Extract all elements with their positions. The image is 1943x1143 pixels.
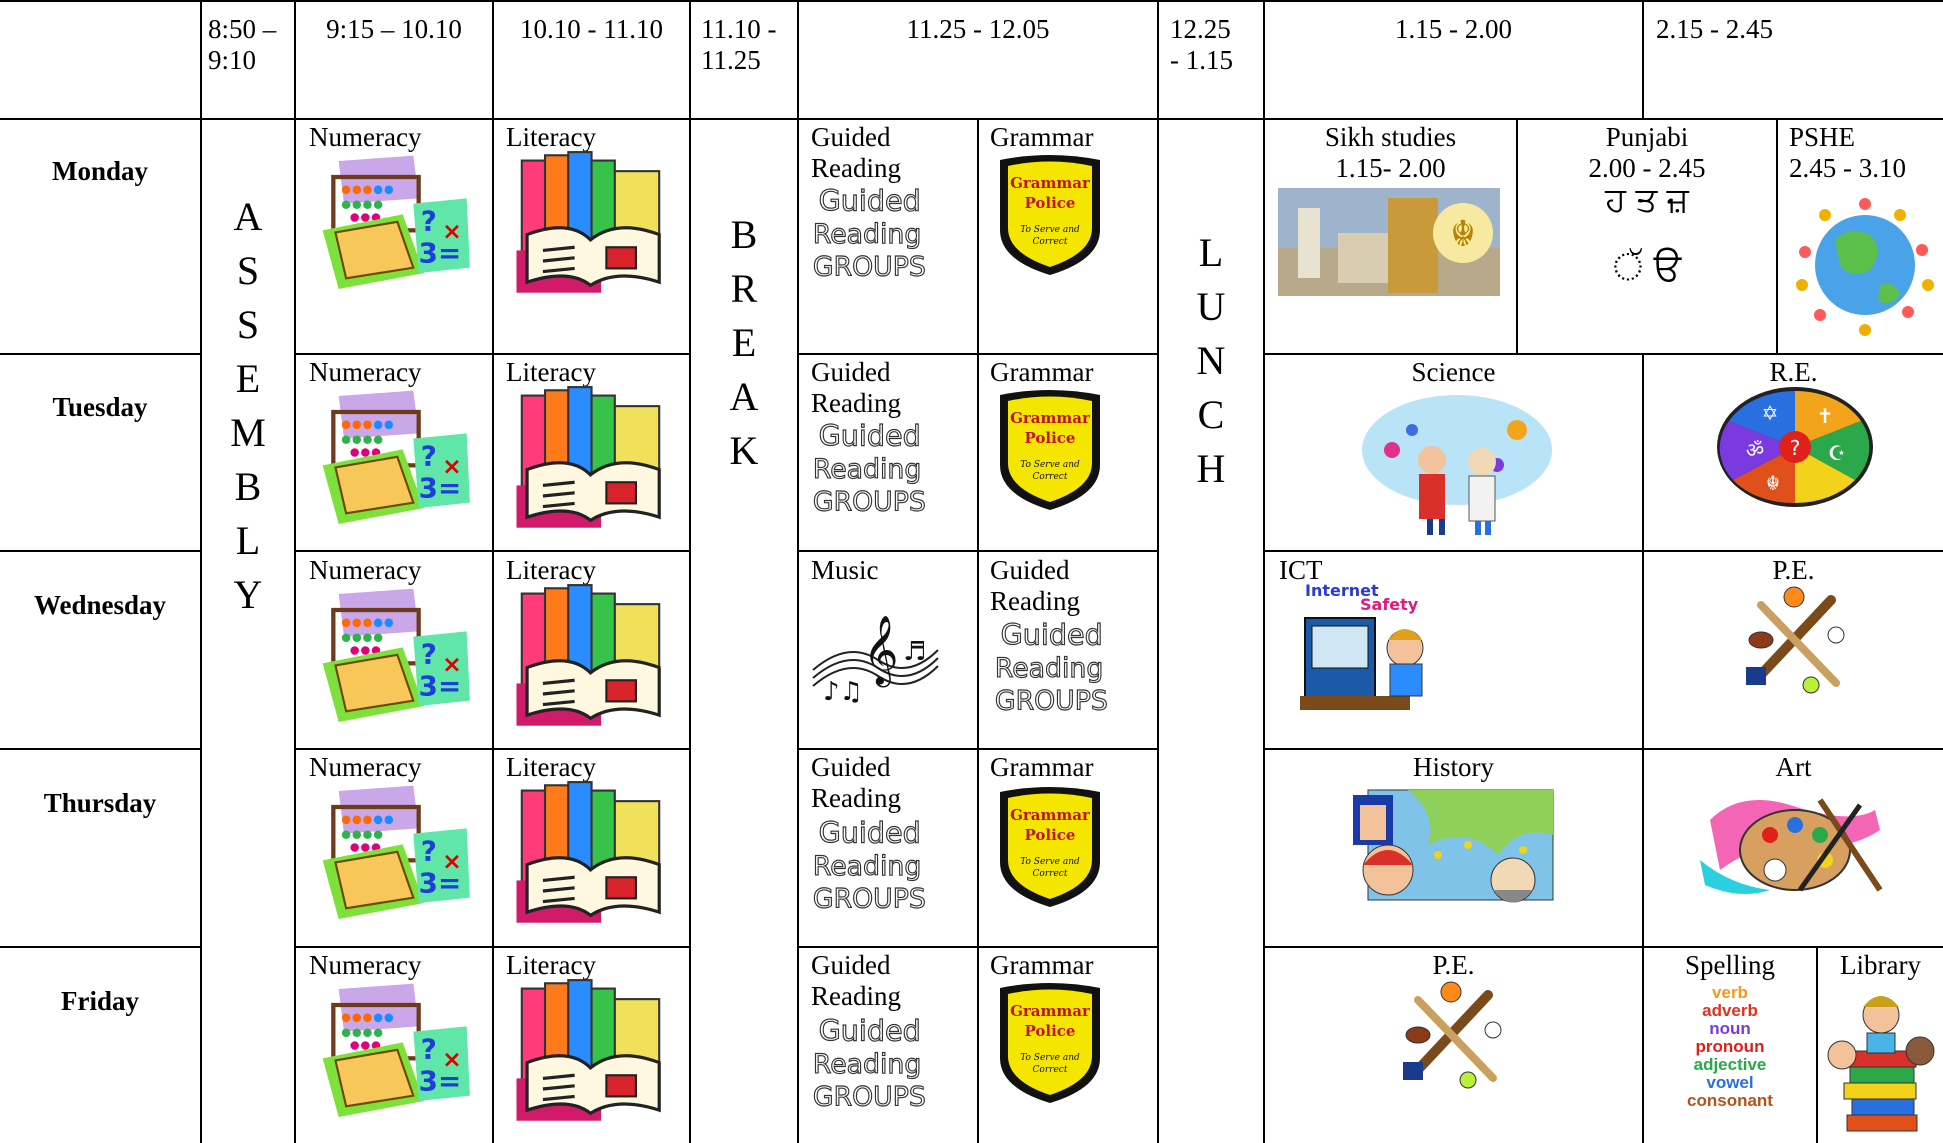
sikh-studies-label: Sikh studies 1.15- 2.00 (1324, 122, 1457, 183)
guided-reading-label: Guided Reading (811, 357, 901, 418)
guided-reading-icon (808, 812, 938, 917)
svg-text:♬: ♬ (903, 637, 927, 667)
art-label: Art (1775, 752, 1812, 782)
science-label: Science (1411, 357, 1496, 387)
pe-sports-icon (1393, 980, 1513, 1090)
books-icon (508, 583, 673, 731)
numeracy-icon (312, 155, 472, 295)
numeracy-icon (312, 785, 472, 925)
spelling-words-list (1644, 984, 1816, 1110)
literacy-label: Literacy (506, 555, 596, 585)
globe-children-icon (1790, 190, 1940, 340)
header-period-1: 9:15 – 10.10 (326, 14, 462, 44)
art-palette-icon (1700, 790, 1890, 900)
svg-text:✡: ✡ (1761, 401, 1779, 425)
spelling-word: adverb (1702, 1001, 1758, 1020)
numeracy-label: Numeracy (309, 752, 422, 782)
guided-reading-label: Guided Reading (990, 555, 1080, 616)
gurmukhi-letters-top: ਹ ਤ ਜ਼ (1605, 181, 1689, 219)
spelling-word: verb (1712, 983, 1748, 1002)
guided-reading-icon (808, 415, 938, 520)
day-thursday: Thursday (43, 788, 157, 818)
literacy-label: Literacy (506, 122, 596, 152)
svg-text:Internet: Internet (1305, 581, 1379, 600)
literacy-label: Literacy (506, 357, 596, 387)
ict-label: ICT (1279, 555, 1323, 585)
header-period-4: 1.15 - 2.00 (1395, 14, 1512, 44)
header-lunch-time: 12.25 - 1.15 (1170, 14, 1233, 75)
assembly-vertical: A S S E M B L Y (230, 194, 266, 617)
grammar-police-badge-icon (990, 150, 1110, 280)
books-icon (508, 978, 673, 1126)
guided-reading-label: Guided Reading (811, 122, 901, 183)
numeracy-icon (312, 390, 472, 530)
numeracy-label: Numeracy (309, 122, 422, 152)
header-assembly-time: 8:50 – 9:10 (208, 14, 277, 75)
svg-text:Safety: Safety (1360, 595, 1419, 614)
grammar-label: Grammar (990, 950, 1094, 980)
grammar-label: Grammar (990, 357, 1094, 387)
day-monday: Monday (51, 156, 149, 186)
books-icon (508, 150, 673, 298)
books-icon (508, 385, 673, 533)
sikh-temple-photo-icon (1278, 188, 1500, 296)
numeracy-label: Numeracy (309, 555, 422, 585)
history-icon (1348, 785, 1558, 910)
books-icon (508, 780, 673, 928)
internet-safety-icon (1300, 578, 1450, 713)
science-icon (1357, 390, 1557, 540)
spelling-word: vowel (1706, 1073, 1754, 1092)
history-label: History (1413, 752, 1494, 782)
music-notes-icon (808, 600, 943, 710)
religious-symbols-icon (1715, 385, 1875, 510)
guided-reading-label: Guided Reading (811, 752, 901, 813)
svg-text:☬: ☬ (1765, 471, 1781, 495)
pe-label: P.E. (1772, 555, 1815, 585)
spelling-word: adjective (1693, 1055, 1767, 1074)
numeracy-icon (312, 983, 472, 1123)
grammar-police-badge-icon (990, 385, 1110, 515)
guided-reading-label: Guided Reading (811, 950, 901, 1011)
header-period-3: 11.25 - 12.05 (906, 14, 1050, 44)
svg-text:✝: ✝ (1816, 404, 1834, 428)
grammar-label: Grammar (990, 752, 1094, 782)
pe-label: P.E. (1432, 950, 1475, 980)
punjabi-label: Punjabi 2.00 - 2.45 (1588, 122, 1706, 183)
grammar-label: Grammar (990, 122, 1094, 152)
svg-text:☪: ☪ (1828, 441, 1846, 465)
guided-reading-icon (808, 1010, 938, 1115)
lunch-vertical: L U N C H (1196, 230, 1226, 491)
header-period-5: 2.15 - 2.45 (1656, 14, 1773, 44)
svg-text:♪♫: ♪♫ (823, 677, 863, 707)
library-label: Library (1840, 950, 1921, 980)
day-tuesday: Tuesday (52, 392, 148, 422)
day-wednesday: Wednesday (33, 590, 167, 620)
literacy-label: Literacy (506, 752, 596, 782)
gurmukhi-letters-bottom: ੱ ੳ (1612, 247, 1682, 289)
grammar-police-badge-icon (990, 782, 1110, 912)
header-period-2: 10.10 - 11.10 (520, 14, 663, 44)
header-break-time: 11.10 - 11.25 (701, 14, 777, 75)
pshe-label: PSHE 2.45 - 3.10 (1789, 122, 1906, 183)
svg-text:☬: ☬ (1450, 214, 1476, 255)
literacy-label: Literacy (506, 950, 596, 980)
day-friday: Friday (61, 986, 139, 1016)
numeracy-icon (312, 588, 472, 728)
music-label: Music (811, 555, 879, 585)
svg-text:ॐ: ॐ (1745, 438, 1765, 462)
grammar-police-badge-icon (990, 978, 1110, 1108)
spelling-word: consonant (1687, 1091, 1773, 1110)
spelling-label: Spelling (1684, 950, 1775, 980)
numeracy-label: Numeracy (309, 357, 422, 387)
spelling-word: pronoun (1695, 1037, 1765, 1056)
guided-reading-icon (808, 180, 938, 285)
re-label: R.E. (1769, 357, 1818, 387)
svg-text:𝄞: 𝄞 (863, 615, 899, 685)
svg-text:?: ? (1789, 436, 1801, 460)
break-vertical: B R E A K (729, 212, 759, 473)
library-books-icon (1822, 985, 1940, 1140)
numeracy-label: Numeracy (309, 950, 422, 980)
guided-reading-icon (990, 614, 1120, 719)
spelling-word: noun (1709, 1019, 1751, 1038)
pe-sports-icon (1736, 585, 1856, 695)
